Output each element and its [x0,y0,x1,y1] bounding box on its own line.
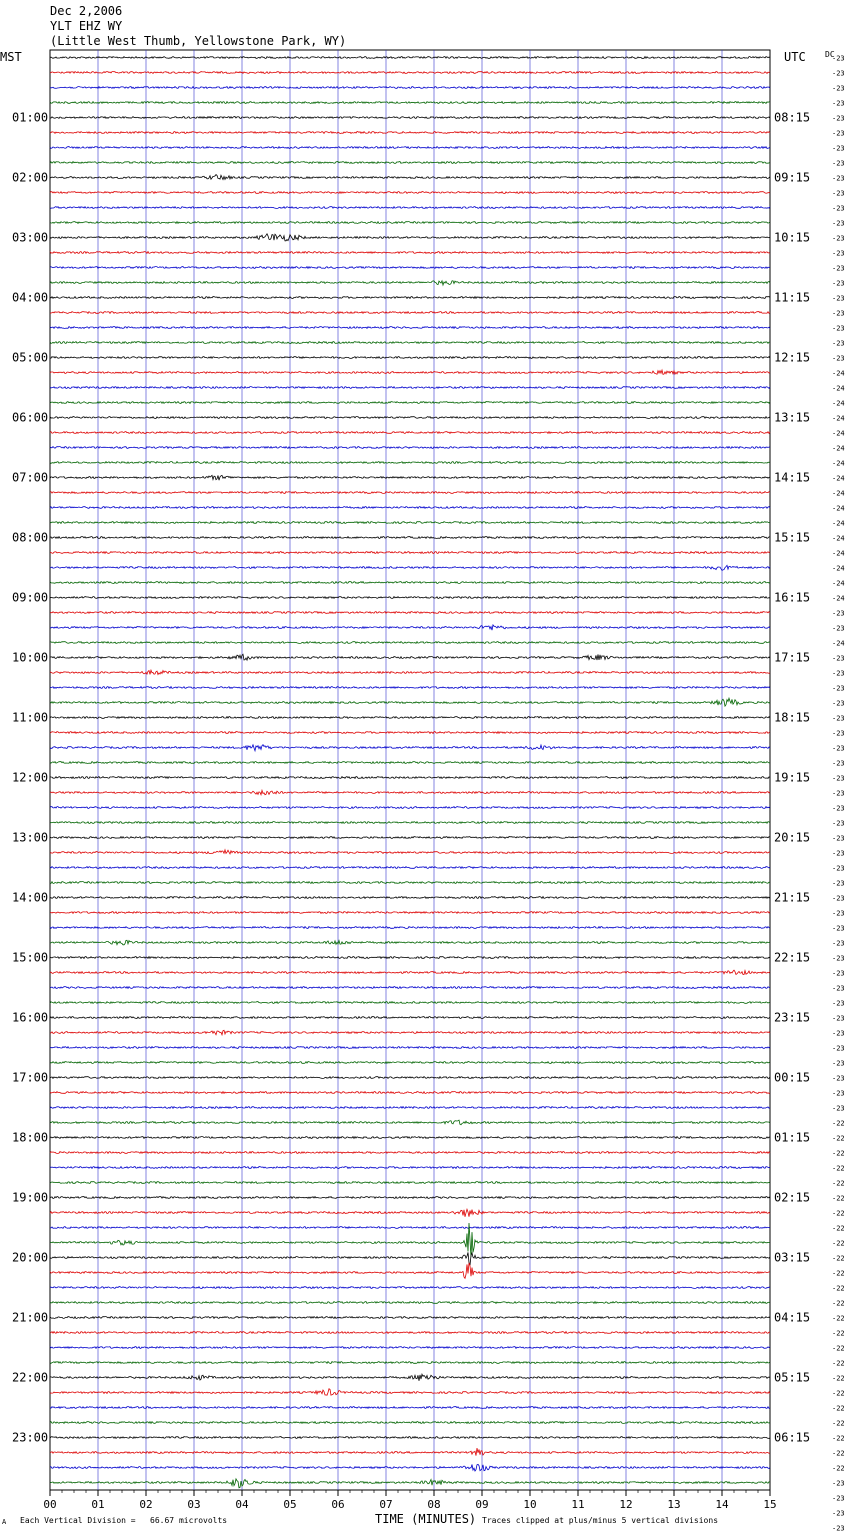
mst-hour-label: 23:00 [12,1430,49,1445]
x-tick-label: 15 [763,1498,777,1511]
dc-offset-label: -23 [832,924,845,933]
trace-row-18 [50,327,770,329]
trace-row-41 [50,670,770,674]
x-tick-label: 01 [91,1498,105,1511]
utc-axis-label: UTC [784,50,806,64]
utc-hour-label: 19:15 [774,770,811,785]
trace-row-67 [50,1062,770,1064]
utc-hour-label: 16:15 [774,590,811,605]
dc-offset-label: -22 [832,1149,845,1158]
dc-offset-label: -22 [832,1164,845,1173]
trace-row-78 [50,1227,770,1229]
trace-row-70 [50,1107,770,1109]
trace-row-72 [50,1137,770,1139]
trace-row-11 [50,222,770,224]
mst-hour-label: 12:00 [12,770,49,785]
dc-offset-label: -23 [832,69,845,78]
trace-row-7 [50,162,770,164]
time-axis [43,1490,776,1511]
trace-row-50 [50,807,770,809]
mst-hour-label: 15:00 [12,950,49,965]
trace-row-51 [50,822,770,824]
footer-mark: A [2,1518,7,1526]
dc-offset-label: -24 [832,639,845,648]
trace-row-92 [50,1437,770,1439]
dc-offset-label: -23 [832,699,845,708]
dc-offset-label: -22 [832,1284,845,1293]
mst-hour-label: 07:00 [12,470,49,485]
utc-hour-label: 05:15 [774,1370,811,1385]
trace-row-79 [50,1223,770,1257]
trace-row-2 [50,87,770,89]
dc-offset-label: -23 [832,159,845,168]
x-tick-label: 09 [475,1498,489,1511]
utc-hour-label: 23:15 [774,1010,811,1025]
x-tick-label: 07 [379,1498,393,1511]
utc-hour-label: 12:15 [774,350,811,365]
x-tick-label: 06 [331,1498,345,1511]
utc-hour-label: 20:15 [774,830,811,845]
trace-row-10 [50,207,770,209]
dc-offset-label: -22 [832,1464,845,1473]
mst-hour-label: 01:00 [12,110,49,125]
mst-hour-label: 20:00 [12,1250,49,1265]
trace-row-17 [50,312,770,314]
trace-row-28 [50,475,770,480]
trace-row-3 [50,102,770,104]
utc-hour-label: 00:15 [774,1070,811,1085]
x-tick-label: 10 [523,1498,537,1511]
utc-hour-label: 02:15 [774,1190,811,1205]
dc-offset-label: -24 [832,534,845,543]
trace-row-56 [50,897,770,899]
x-tick-label: 11 [571,1498,585,1511]
trace-row-89 [50,1389,770,1395]
dc-offset-label: -22 [832,1374,845,1383]
dc-offset-label: -22 [832,1119,845,1128]
dc-offset-label: -23 [832,354,845,363]
dc-offset-label: -23 [832,54,845,63]
trace-row-87 [50,1362,770,1364]
dc-offset-label: -23 [832,1509,845,1518]
trace-row-0 [50,57,770,59]
dc-offset-label: -23 [832,1479,845,1488]
dc-offset-label: -23 [832,894,845,903]
trace-row-32 [50,537,770,539]
dc-offset-label: -23 [832,669,845,678]
mst-hour-label: 06:00 [12,410,49,425]
mst-hour-label: 04:00 [12,290,49,305]
utc-hour-label: 08:15 [774,110,811,125]
dc-offset-label: -23 [832,819,845,828]
dc-offset-label: -24 [832,579,845,588]
trace-row-94 [50,1464,770,1471]
dc-offset-label: -22 [832,1314,845,1323]
dc-offset-label: -22 [832,1209,845,1218]
trace-row-9 [50,192,770,194]
dc-offset-label: -23 [832,114,845,123]
dc-offset-label: -23 [832,744,845,753]
dc-offset-label: -23 [832,1104,845,1113]
dc-offset-label: -22 [832,1194,845,1203]
trace-row-62 [50,987,770,989]
dc-offset-label: -23 [832,624,845,633]
x-tick-label: 00 [43,1498,57,1511]
mst-hour-label: 05:00 [12,350,49,365]
dc-offset-label: -23 [832,834,845,843]
dc-offset-label: -23 [832,174,845,183]
utc-hour-label: 01:15 [774,1130,811,1145]
dc-offset-label: -23 [832,1059,845,1068]
mst-hour-label: 19:00 [12,1190,49,1205]
trace-row-46 [50,745,770,751]
mst-hour-label: 22:00 [12,1370,49,1385]
trace-row-38 [50,625,770,630]
trace-row-45 [50,732,770,734]
dc-offset-label: -23 [832,1074,845,1083]
dc-offset-label: -23 [832,279,845,288]
trace-row-77 [50,1209,770,1217]
trace-row-85 [50,1332,770,1334]
trace-row-61 [50,970,770,974]
dc-offset-label: -24 [832,594,845,603]
utc-hour-label: 18:15 [774,710,811,725]
dc-label: DC [825,50,835,59]
utc-hour-label: 09:15 [774,170,811,185]
trace-row-58 [50,927,770,929]
trace-row-29 [50,492,770,494]
dc-offset-label: -23 [832,849,845,858]
trace-row-64 [50,1017,770,1019]
trace-row-35 [50,582,770,584]
dc-offset-label: -24 [832,399,845,408]
station-title: YLT EHZ WY [50,19,123,33]
x-tick-label: 04 [235,1498,249,1511]
trace-row-27 [50,462,770,464]
trace-row-33 [50,552,770,554]
trace-row-91 [50,1422,770,1424]
utc-hour-label: 14:15 [774,470,811,485]
trace-row-47 [50,762,770,764]
mst-hour-label: 17:00 [12,1070,49,1085]
trace-row-16 [50,297,770,299]
trace-row-63 [50,1002,770,1004]
dc-offset-label: -23 [832,789,845,798]
dc-offset-label: -23 [832,234,845,243]
trace-row-6 [50,147,770,149]
trace-row-39 [50,642,770,644]
scale-note: Each Vertical Division = 66.67 microvolts [20,1516,228,1525]
utc-hour-label: 10:15 [774,230,811,245]
dc-offset-label: -22 [832,1449,845,1458]
trace-group [50,57,770,1488]
dc-offset-label: -23 [832,264,845,273]
mst-hour-label: 21:00 [12,1310,49,1325]
dc-offset-label: -23 [832,129,845,138]
trace-row-48 [50,777,770,779]
x-axis-title: TIME (MINUTES) [375,1512,477,1526]
dc-offset-label: -24 [832,369,845,378]
trace-row-24 [50,417,770,419]
x-tick-label: 14 [715,1498,729,1511]
trace-row-93 [50,1448,770,1456]
dc-offset-label: -24 [832,429,845,438]
dc-offset-label: -23 [832,324,845,333]
dc-offset-label: -24 [832,384,845,393]
trace-row-36 [50,597,770,599]
dc-offset-label: -24 [832,519,845,528]
minute-gridlines [98,50,722,1490]
trace-row-57 [50,912,770,914]
dc-offset-label: -24 [832,459,845,468]
date-title: Dec 2,2006 [50,4,123,18]
location-title: (Little West Thumb, Yellowstone Park, WY) [50,34,347,48]
trace-row-68 [50,1077,770,1079]
trace-row-95 [50,1479,770,1488]
dc-offset-label: -23 [832,654,845,663]
mst-hour-label: 14:00 [12,890,49,905]
trace-row-86 [50,1347,770,1349]
trace-row-44 [50,717,770,719]
trace-row-31 [50,522,770,524]
dc-offset-label: -24 [832,549,845,558]
trace-row-23 [50,402,770,404]
dc-offset-label: -22 [832,1224,845,1233]
dc-offset-label: -23 [832,144,845,153]
x-tick-label: 12 [619,1498,633,1511]
trace-row-14 [50,267,770,269]
trace-row-21 [50,370,770,374]
dc-offset-label: -22 [832,1299,845,1308]
trace-row-54 [50,867,770,869]
dc-offset-label: -24 [832,414,845,423]
dc-offset-label: -22 [832,1344,845,1353]
trace-row-52 [50,837,770,839]
dc-offset-label: -22 [832,1329,845,1338]
mst-hour-label: 09:00 [12,590,49,605]
dc-offset-label: -23 [832,1524,845,1533]
dc-offset-label: -22 [832,1269,845,1278]
dc-offset-label: -23 [832,1089,845,1098]
trace-row-65 [50,1030,770,1035]
utc-hour-label: 17:15 [774,650,811,665]
dc-offset-label: -24 [832,564,845,573]
trace-row-90 [50,1407,770,1409]
dc-offset-label: -22 [832,1434,845,1443]
dc-offset-label: -23 [832,804,845,813]
trace-row-43 [50,698,770,706]
dc-offset-label: -23 [832,864,845,873]
trace-row-22 [50,387,770,389]
trace-row-1 [50,72,770,74]
dc-offset-label: -23 [832,204,845,213]
mst-hour-label: 13:00 [12,830,49,845]
trace-row-53 [50,850,770,854]
mst-axis-label: MST [0,50,22,64]
utc-hour-label: 04:15 [774,1310,811,1325]
dc-offset-label: -23 [832,774,845,783]
trace-row-49 [50,790,770,794]
dc-offset-label: -22 [832,1404,845,1413]
dc-offset-label: -24 [832,474,845,483]
dc-offset-label: -23 [832,984,845,993]
dc-offset-label: -23 [832,879,845,888]
dc-offset-label: -23 [832,684,845,693]
trace-row-80 [50,1252,770,1265]
dc-offset-label: -22 [832,1179,845,1188]
dc-offset-label: -23 [832,1029,845,1038]
clip-note: Traces clipped at plus/minus 5 vertical divisions [482,1516,719,1525]
mst-hour-label: 11:00 [12,710,49,725]
dc-offset-label: -23 [832,249,845,258]
dc-offset-label: -23 [832,609,845,618]
utc-hour-labels [774,111,810,1445]
utc-hour-label: 06:15 [774,1430,811,1445]
dc-offset-label: -24 [832,489,845,498]
trace-row-84 [50,1317,770,1319]
trace-row-20 [50,357,770,359]
trace-row-59 [50,940,770,945]
dc-offset-label: -22 [832,1254,845,1263]
dc-offset-labels [832,55,845,1534]
trace-row-76 [50,1197,770,1199]
trace-row-69 [50,1092,770,1094]
dc-offset-label: -23 [832,939,845,948]
x-tick-label: 05 [283,1498,297,1511]
dc-offset-label: -23 [832,1014,845,1023]
dc-offset-label: -23 [832,294,845,303]
dc-offset-label: -24 [832,444,845,453]
trace-row-30 [50,507,770,509]
dc-offset-label: -22 [832,1239,845,1248]
trace-row-73 [50,1152,770,1154]
trace-row-88 [50,1374,770,1381]
mst-hour-labels [12,111,48,1445]
trace-row-37 [50,612,770,614]
dc-offset-label: -22 [832,1359,845,1368]
trace-row-26 [50,447,770,449]
dc-offset-label: -23 [832,909,845,918]
trace-row-75 [50,1182,770,1184]
utc-hour-label: 21:15 [774,890,811,905]
trace-row-40 [50,654,770,660]
utc-hour-label: 03:15 [774,1250,811,1265]
dc-offset-label: -23 [832,219,845,228]
trace-row-66 [50,1047,770,1049]
mst-hour-label: 10:00 [12,650,49,665]
trace-row-82 [50,1287,770,1289]
dc-offset-label: -23 [832,84,845,93]
x-tick-label: 08 [427,1498,441,1511]
utc-hour-label: 15:15 [774,530,811,545]
dc-offset-label: -23 [832,759,845,768]
x-tick-label: 03 [187,1498,201,1511]
dc-offset-label: -23 [832,999,845,1008]
dc-offset-label: -23 [832,1494,845,1503]
trace-row-60 [50,957,770,959]
dc-offset-label: -22 [832,1389,845,1398]
trace-row-4 [50,117,770,119]
trace-row-55 [50,882,770,884]
mst-hour-label: 03:00 [12,230,49,245]
x-tick-label: 02 [139,1498,153,1511]
dc-offset-label: -23 [832,339,845,348]
dc-offset-label: -23 [832,969,845,978]
trace-row-81 [50,1263,770,1278]
trace-row-8 [50,175,770,180]
x-tick-label: 13 [667,1498,681,1511]
trace-row-34 [50,565,770,570]
dc-offset-label: -23 [832,1044,845,1053]
trace-row-12 [50,234,770,241]
trace-row-42 [50,687,770,689]
dc-offset-label: -23 [832,729,845,738]
dc-offset-label: -23 [832,189,845,198]
dc-offset-label: -22 [832,1134,845,1143]
mst-hour-label: 08:00 [12,530,49,545]
dc-offset-label: -23 [832,309,845,318]
trace-row-71 [50,1120,770,1125]
mst-hour-label: 02:00 [12,170,49,185]
utc-hour-label: 13:15 [774,410,811,425]
trace-row-13 [50,252,770,254]
dc-offset-label: -24 [832,504,845,513]
trace-row-5 [50,132,770,134]
trace-row-83 [50,1302,770,1304]
mst-hour-label: 18:00 [12,1130,49,1145]
dc-offset-label: -23 [832,99,845,108]
trace-row-15 [50,281,770,285]
trace-row-74 [50,1167,770,1169]
trace-row-25 [50,432,770,434]
mst-hour-label: 16:00 [12,1010,49,1025]
dc-offset-label: -23 [832,954,845,963]
dc-offset-label: -22 [832,1419,845,1428]
plot-frame [50,50,770,1490]
trace-row-19 [50,342,770,344]
utc-hour-label: 22:15 [774,950,811,965]
utc-hour-label: 11:15 [774,290,811,305]
dc-offset-label: -23 [832,714,845,723]
